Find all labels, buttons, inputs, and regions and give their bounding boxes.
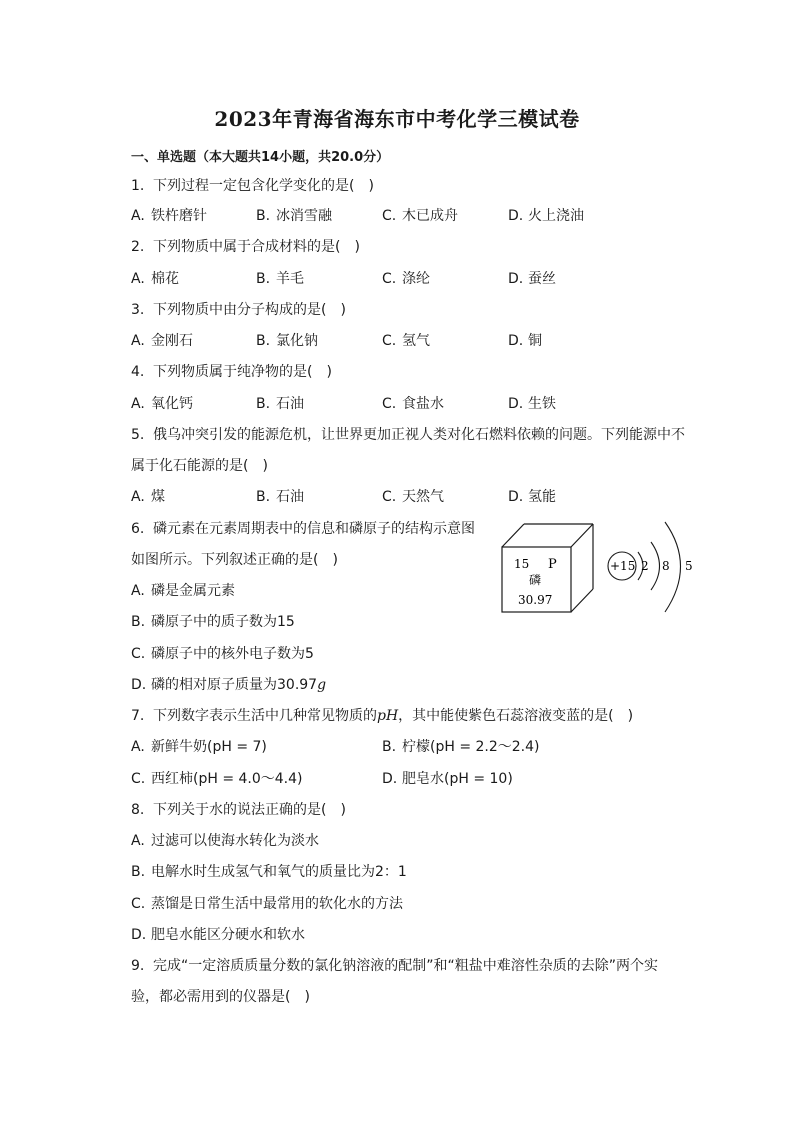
option-8c: C. 蒸馏是日常生活中最常用的软化水的方法: [131, 896, 403, 912]
nucleus-charge: +15: [610, 559, 636, 573]
question-7: [131, 707, 633, 725]
option-4b: B. 石油: [256, 396, 304, 412]
question-number: 4.: [131, 364, 145, 380]
question-stem: 下列过程一定包含化学变化的是( ): [153, 178, 374, 194]
question-stem: 下列物质属于纯净物的是( ): [153, 364, 332, 380]
option-3c: C. 氢气: [382, 333, 430, 349]
option-5a: A. 煤: [131, 489, 165, 505]
question-3: [131, 301, 346, 319]
shell-electrons-3: 5: [685, 559, 693, 573]
option-7d: D. 肥皂水(pH = 10): [382, 771, 513, 787]
option-8a: A. 过滤可以使海水转化为淡水: [131, 833, 319, 849]
question-number: 7.: [131, 708, 145, 724]
question-6-continued: 如图所示。下列叙述正确的是( ): [131, 552, 338, 568]
shell-electrons-1: 2: [641, 559, 649, 573]
option-2b: B. 羊毛: [256, 271, 304, 287]
option-6d: D. 磷的相对原子质量为30.97g: [131, 677, 327, 693]
option-1c: C. 木已成舟: [382, 208, 458, 224]
option-8b: B. 电解水时生成氢气和氧气的质量比为2：1: [131, 864, 407, 880]
option-6a: A. 磷是金属元素: [131, 583, 235, 599]
question-stem: 完成“一定溶质质量分数的氯化钠溶液的配制”和“粗盐中难溶性杂质的去除”两个实: [153, 958, 659, 974]
option-5b: B. 石油: [256, 489, 304, 505]
question-number: 8.: [131, 802, 145, 818]
option-7b: B. 柠檬(pH = 2.2～2.4): [382, 739, 540, 755]
option-5c: C. 天然气: [382, 489, 444, 505]
question-number: 1.: [131, 178, 145, 194]
question-5: [131, 426, 685, 444]
question-stem: 下列数字表示生活中几种常见物质的: [153, 708, 377, 724]
option-4a: A. 氧化钙: [131, 396, 193, 412]
shell-electrons-2: 8: [662, 559, 670, 573]
question-number: 6.: [131, 521, 145, 537]
question-stem-end: ，其中能使紫色石蕊溶液变蓝的是( ): [398, 708, 634, 724]
option-7c: C. 西红柿(pH = 4.0～4.4): [131, 771, 303, 787]
question-9-continued: 验，都必需用到的仪器是( ): [131, 989, 310, 1005]
option-7a: A. 新鲜牛奶(pH = 7): [131, 739, 267, 755]
section-heading: 一、单选题（本大题共14小题，共20.0分）: [131, 150, 390, 165]
option-2a: A. 棉花: [131, 271, 179, 287]
option-6c: C. 磷原子中的核外电子数为5: [131, 646, 314, 662]
question-2: [131, 238, 360, 256]
question-stem: 下列物质中由分子构成的是( ): [153, 302, 346, 318]
option-4c: C. 食盐水: [382, 396, 444, 412]
option-4d: D. 生铁: [508, 396, 556, 412]
question-5-continued: 属于化石能源的是( ): [131, 458, 268, 474]
option-5d: D. 氢能: [508, 489, 556, 505]
question-1: [131, 177, 374, 195]
option-8d: D. 肥皂水能区分硬水和软水: [131, 927, 305, 943]
element-symbol: P: [548, 557, 557, 572]
page-title: 2023年青海省海东市中考化学三模试卷: [214, 107, 580, 131]
question-stem: 下列物质中属于合成材料的是( ): [153, 239, 360, 255]
option-2c: C. 涤纶: [382, 271, 430, 287]
question-stem: 磷元素在元素周期表中的信息和磷原子的结构示意图: [153, 521, 475, 537]
element-name: 磷: [529, 573, 542, 587]
atomic-mass: 30.97: [518, 593, 553, 607]
question-number: 3.: [131, 302, 145, 318]
question-9: [131, 957, 658, 975]
option-2d: D. 蚕丝: [508, 271, 556, 287]
shell-arc-2: [651, 542, 660, 590]
option-3a: A. 金刚石: [131, 333, 193, 349]
option-1b: B. 冰消雪融: [256, 208, 332, 224]
question-6: [131, 520, 475, 538]
question-stem: 下列关于水的说法正确的是( ): [153, 802, 346, 818]
question-4: [131, 363, 332, 381]
question-number: 9.: [131, 958, 145, 974]
figure-svg: [498, 518, 698, 618]
question-number: 5.: [131, 427, 145, 443]
option-6b: B. 磷原子中的质子数为15: [131, 614, 295, 630]
question-8: [131, 801, 346, 819]
atomic-number: 15: [514, 557, 530, 571]
option-1a: A. 铁杵磨针: [131, 208, 207, 224]
question-number: 2.: [131, 239, 145, 255]
option-1d: D. 火上浇油: [508, 208, 584, 224]
option-3d: D. 铜: [508, 333, 542, 349]
option-3b: B. 氯化钠: [256, 333, 318, 349]
ph-symbol: pH: [377, 708, 399, 724]
phosphorus-figure: [498, 518, 698, 618]
question-stem: 俄乌冲突引发的能源危机，让世界更加正视人类对化石燃料依赖的问题。下列能源中不: [153, 427, 685, 443]
